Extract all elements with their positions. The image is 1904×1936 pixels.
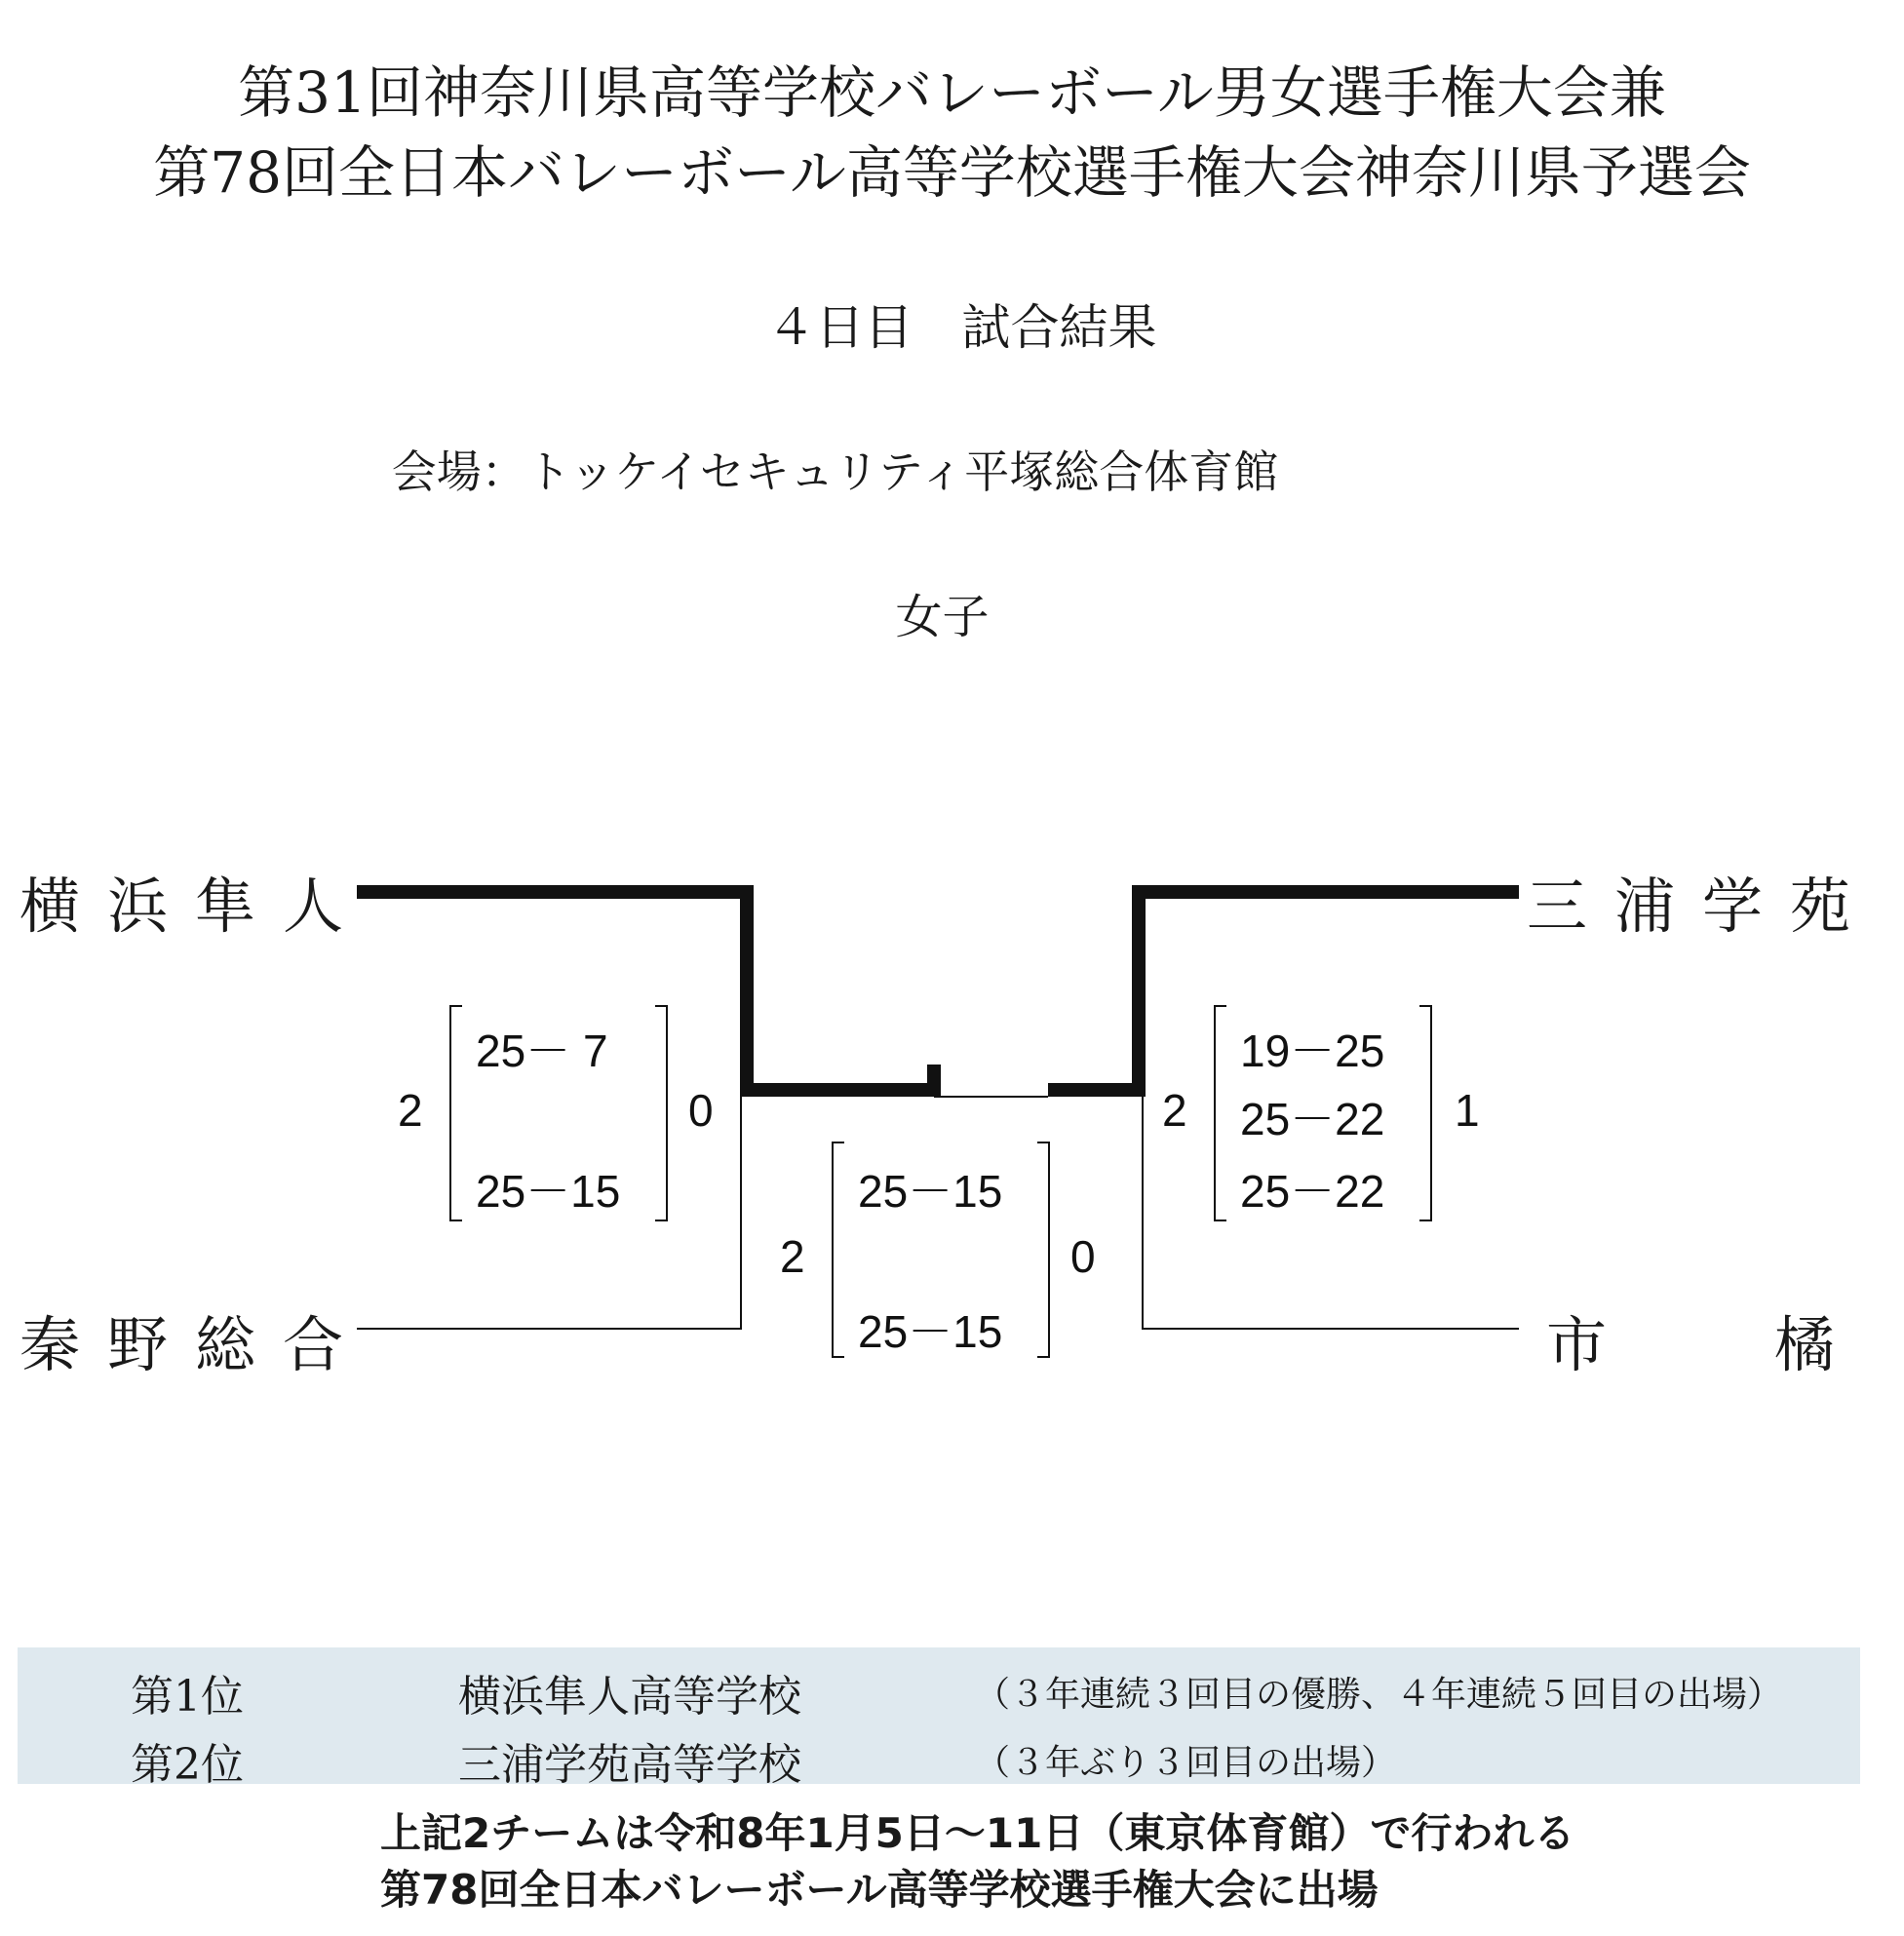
- score-bracket-left-semi-open: [450, 1006, 462, 1220]
- semi-left-set-score: 25－15: [476, 1166, 621, 1217]
- footer-line-1: 上記2チームは令和8年1月5日～11日（東京体育館）で行われる: [380, 1809, 1575, 1857]
- venue-label: 会場：トッケイセキュリティ平塚総合体育館: [391, 445, 1279, 498]
- semi-right-sets-top: 2: [1162, 1085, 1187, 1136]
- semi-right-sets-bottom: 1: [1455, 1085, 1480, 1136]
- final-sets-left: 2: [780, 1231, 805, 1282]
- team-right-bottom: 市 橘: [1546, 1309, 1851, 1380]
- title-line-2: 第78回全日本バレーボール高等学校選手権大会神奈川県予選会: [153, 139, 1751, 206]
- semi-right-set-score: 25－22: [1240, 1166, 1385, 1217]
- title-line-1: 第31回神奈川県高等学校バレーボール男女選手権大会兼: [238, 59, 1666, 126]
- category-label: 女子: [895, 590, 990, 644]
- team-right-top: 三浦学苑: [1527, 871, 1879, 942]
- team-left-bottom: 秦野総合: [19, 1309, 371, 1380]
- team-left-top: 横浜隼人: [19, 871, 371, 942]
- score-bracket-final-close: [1037, 1142, 1049, 1357]
- semi-right-set-score: 19－25: [1240, 1026, 1385, 1076]
- final-sets-right: 0: [1070, 1231, 1096, 1282]
- result-note-2: （３年ぶり３回目の出場）: [975, 1743, 1397, 1783]
- score-bracket-right-semi-open: [1215, 1006, 1226, 1220]
- semi-right-set-score: 25－22: [1240, 1094, 1385, 1144]
- result-note-1: （３年連続３回目の優勝、４年連続５回目の出場）: [975, 1675, 1783, 1715]
- score-bracket-right-semi-close: [1419, 1006, 1431, 1220]
- result-rank-1: 第1位: [131, 1672, 244, 1722]
- result-rank-2: 第2位: [131, 1740, 244, 1790]
- semi-left-sets-bottom: 0: [688, 1085, 714, 1136]
- final-set-score: 25－15: [858, 1166, 1003, 1217]
- bracket-line-left-top: [357, 892, 934, 1090]
- result-school-2: 三浦学苑高等学校: [458, 1740, 801, 1790]
- day-result-heading: ４日目 試合結果: [766, 299, 1157, 356]
- semi-left-set-score: 25－ 7: [476, 1026, 608, 1076]
- footer-line-2: 第78回全日本バレーボール高等学校選手権大会に出場: [380, 1866, 1379, 1914]
- semi-left-sets-top: 2: [398, 1085, 423, 1136]
- result-school-1: 横浜隼人高等学校: [458, 1672, 801, 1722]
- final-set-score: 25－15: [858, 1306, 1003, 1357]
- score-bracket-final-open: [833, 1142, 844, 1357]
- score-bracket-left-semi-close: [655, 1006, 667, 1220]
